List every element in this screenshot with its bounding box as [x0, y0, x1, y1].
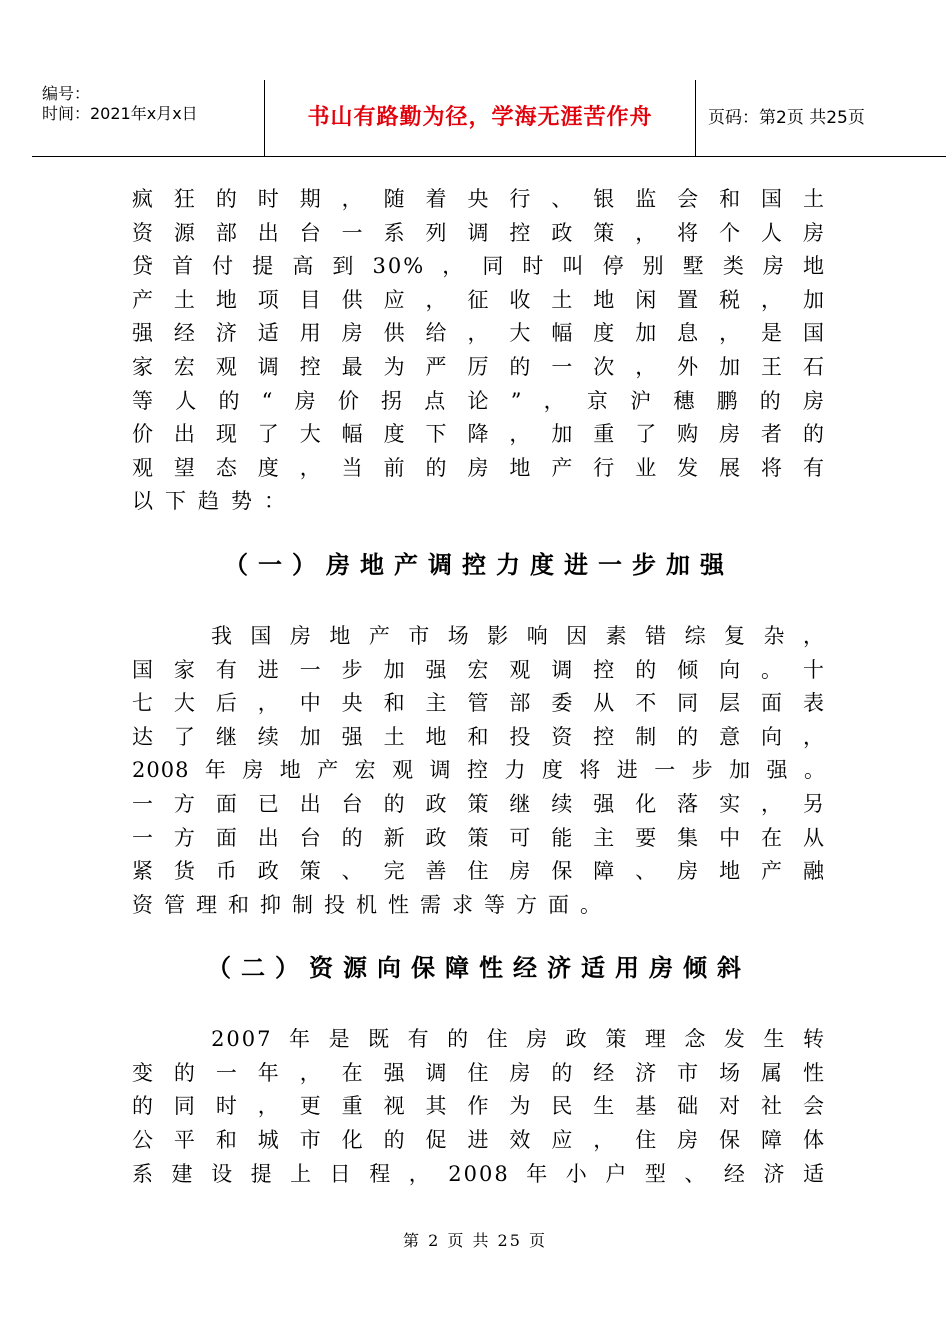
page-footer: 第 2 页 共 25 页 — [403, 1231, 547, 1250]
text-line: 变的一年，在强调住房的经济市场属性 — [132, 1060, 826, 1085]
paragraph-section-1 — [132, 620, 826, 922]
paragraph-intro — [132, 183, 826, 519]
text-line: 等人的“房价拐点论”，京沪穗鹏的房 — [132, 388, 826, 413]
header-motto: 书山有路勤为径，学海无涯苦作舟 — [307, 105, 653, 130]
text-line: 我国房地产市场影响因素错综复杂， — [132, 623, 826, 648]
page-header — [32, 80, 946, 157]
text-line: 国家有进一步加强宏观调控的倾向。十 — [132, 657, 826, 682]
section-heading-2: （二）资源向保障性经济适用房倾斜 — [207, 954, 751, 983]
text-line: 系建设提上日程，2008年小户型、经济适 — [132, 1161, 826, 1186]
text-line: 价出现了大幅度下降，加重了购房者的 — [132, 422, 826, 447]
text-line: 公平和城市化的促进效应，住房保障体 — [132, 1128, 826, 1153]
text-line: 一方面已出台的政策继续强化落实，另 — [132, 791, 826, 816]
text-line: 以下趋势： — [132, 489, 297, 514]
text-line: 一方面出台的新政策可能主要集中在从 — [132, 825, 826, 850]
text-line: 观望态度，当前的房地产行业发展将有 — [132, 455, 826, 480]
text-line: 紧货币政策、完善住房保障、房地产融 — [132, 859, 826, 884]
text-line: 家宏观调控最为严厉的一次，外加王石 — [132, 354, 826, 379]
text-line: 2007年是既有的住房政策理念发生转 — [132, 1027, 826, 1052]
header-meta — [32, 80, 264, 156]
text-line: 的同时，更重视其作为民生基础对社会 — [132, 1094, 826, 1119]
text-line: 强经济适用房供给，大幅度加息，是国 — [132, 321, 826, 346]
time-label: 时间：2021年x月x日 — [42, 104, 198, 123]
paragraph-section-2 — [132, 1023, 826, 1191]
text-line: 产土地项目供应，征收土地闲置税，加 — [132, 287, 826, 312]
text-line: 2008年房地产宏观调控力度将进一步加强。 — [132, 758, 826, 783]
text-line: 贷首付提高到30%，同时叫停别墅类房地 — [132, 254, 826, 279]
text-line: 疯狂的时期，随着央行、银监会和国土 — [132, 187, 826, 211]
section-heading-1: （一）房地产调控力度进一步加强 — [224, 550, 734, 579]
text-line: 资管理和抑制投机性需求等方面。 — [132, 892, 612, 917]
document-body — [132, 183, 826, 1191]
text-line: 达了继续加强土地和投资控制的意向， — [132, 724, 826, 749]
number-label: 编号： — [42, 84, 91, 103]
text-line: 七大后，中央和主管部委从不同层面表 — [132, 691, 826, 716]
text-line: 资源部出台一系列调控政策，将个人房 — [132, 220, 826, 245]
header-page-number: 页码：第2页 共25页 — [708, 108, 865, 128]
